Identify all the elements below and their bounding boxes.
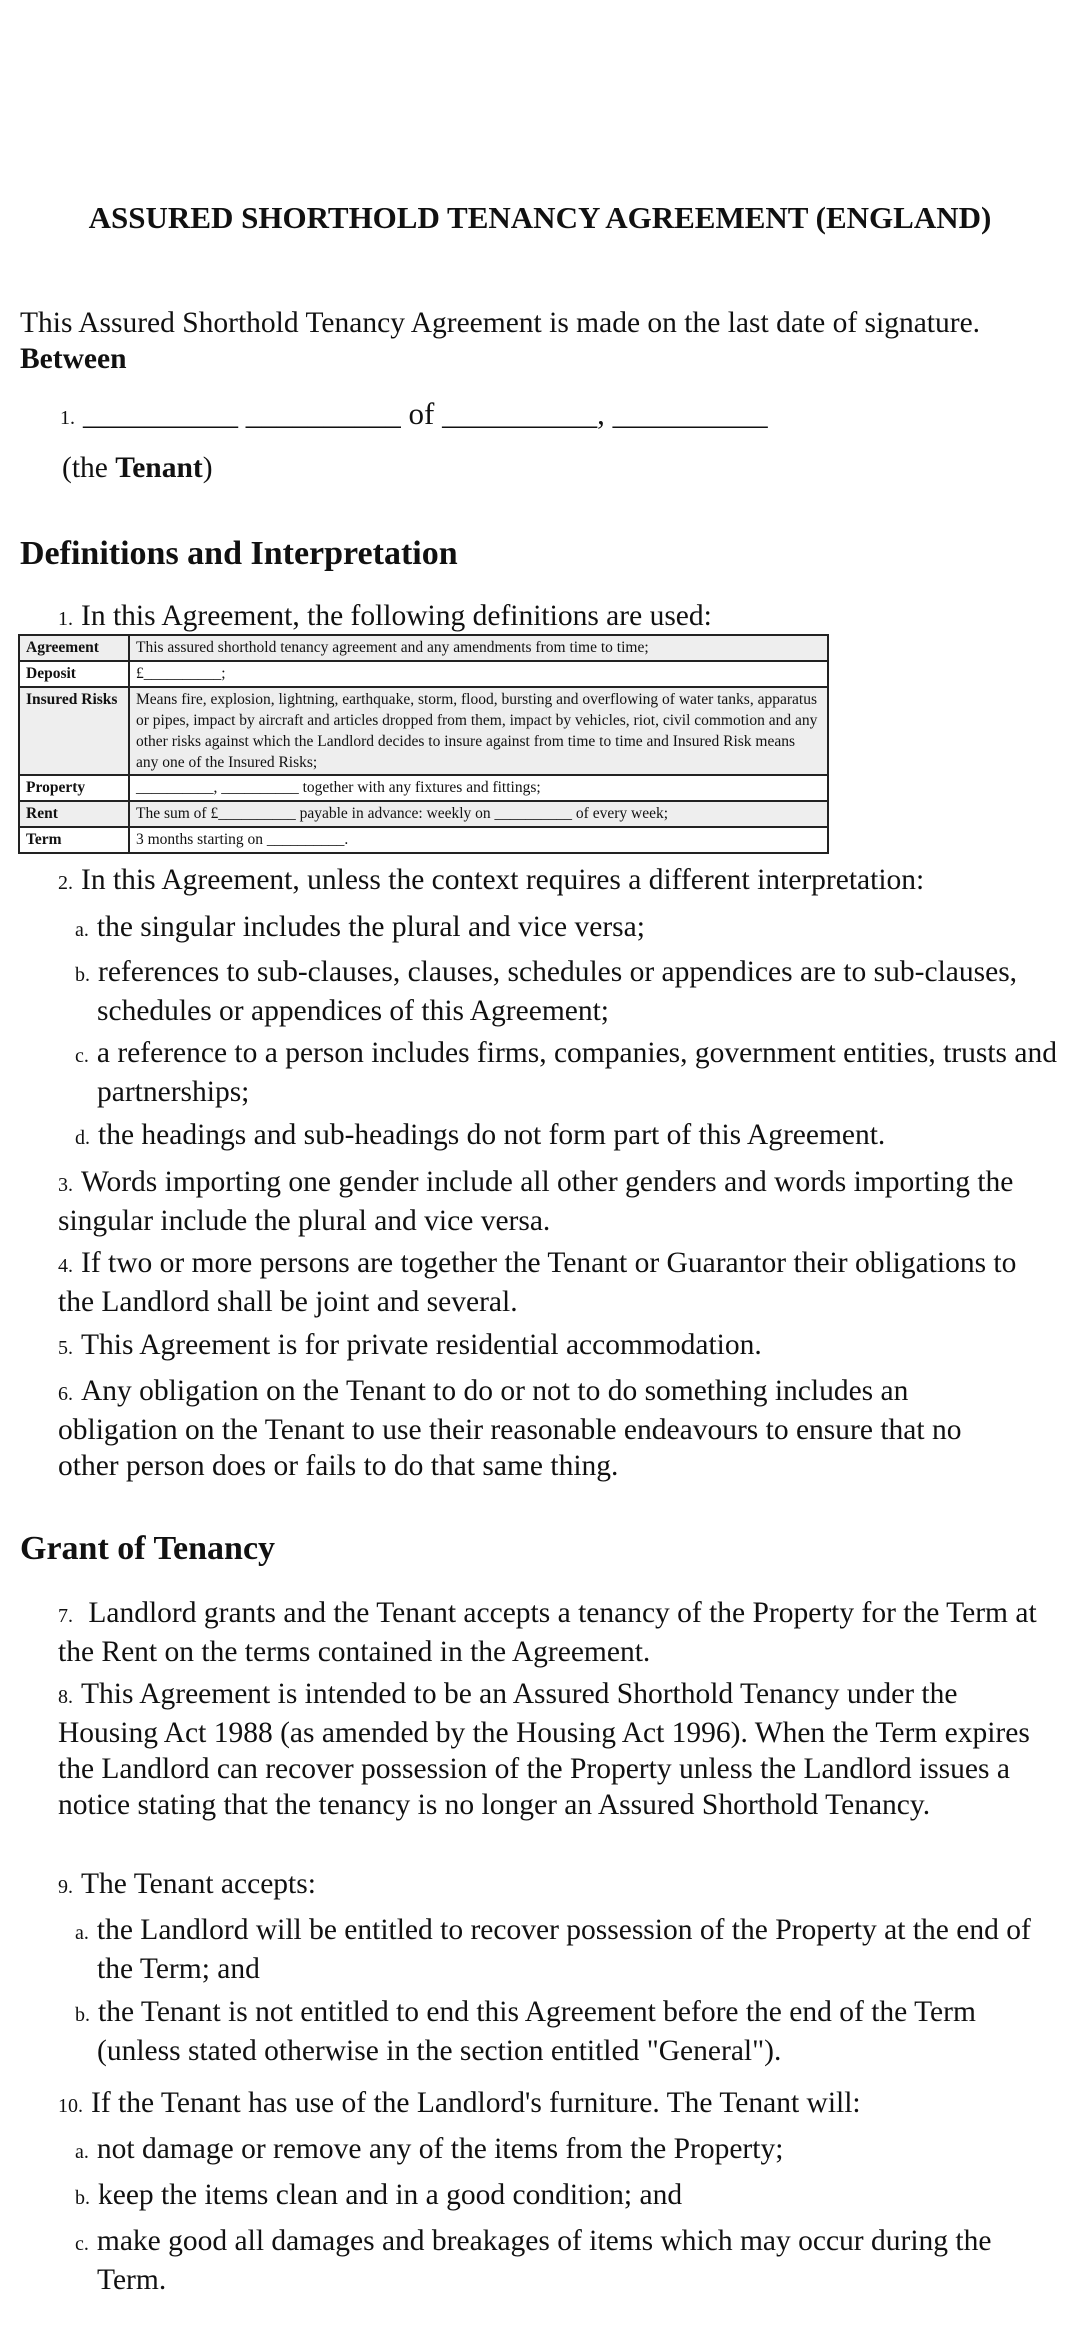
- sub-letter: a.: [75, 919, 89, 941]
- clause-8: [58, 1676, 1058, 1823]
- sub-text: references to sub-clauses, clauses, schedules or appendices are to sub-clauses, schedules or appendices of this Agreement;: [97, 956, 1018, 1027]
- party-blanks: __________ __________ of __________, __________: [83, 396, 768, 431]
- sub-text: make good all damages and breakages of items which may occur during the Term.: [96, 2225, 992, 2296]
- clause-text: If two or more persons are together the Tenant or Guarantor their obligations to the Landlord shall be joint and several.: [58, 1247, 1017, 1318]
- table-row: [19, 775, 828, 801]
- definitions-heading: Definitions and Interpretation: [20, 535, 458, 572]
- sub-item: [75, 1912, 1060, 1987]
- table-row: [19, 635, 828, 661]
- sub-text: keep the items clean and in a good condition; and: [98, 2179, 683, 2211]
- clause-text: If the Tenant has use of the Landlord's furniture. The Tenant will:: [91, 2087, 861, 2119]
- term-cell: Term: [19, 827, 129, 853]
- meaning-cell: Means fire, explosion, lightning, earthquake, storm, flood, bursting and overflowing of water tanks, apparatus or pipes, impact by aircraft and articles dropped from them, impact by vehicles, riot, civil commotion and any other risks against which the Landlord decides to insure against from time to time and Insured Risk means any one of the Insured Risks;: [129, 687, 828, 775]
- term-cell: Rent: [19, 801, 129, 827]
- sub-letter: a.: [75, 1922, 89, 1944]
- clause-number: 9.: [58, 1876, 73, 1898]
- sub-text: the Tenant is not entitled to end this Agreement before the end of the Term (unless stated otherwise in the section entitled "General").: [97, 1996, 976, 2067]
- clause-text: Words importing one gender include all other genders and words importing the singular include the plural and vice versa.: [58, 1166, 1014, 1237]
- sub-letter: a.: [75, 2141, 89, 2163]
- party-number: 1.: [60, 407, 75, 429]
- sub-item: [75, 909, 1060, 948]
- term-cell: Deposit: [19, 661, 129, 687]
- clause-text: In this Agreement, unless the context requires a different interpretation:: [81, 864, 925, 896]
- clause-3: [58, 1164, 1058, 1239]
- sub-letter: b.: [75, 964, 90, 986]
- sub-item: [75, 2223, 1060, 2298]
- term-cell: Agreement: [19, 635, 129, 661]
- intro-text: This Assured Shorthold Tenancy Agreement is made on the last date of signature.: [20, 307, 981, 339]
- clause-number: 7.: [58, 1605, 73, 1627]
- clause-text: Landlord grants and the Tenant accepts a tenancy of the Property for the Term at the Rent on the terms contained in the Agreement.: [58, 1597, 1037, 1668]
- grant-heading: Grant of Tenancy: [20, 1530, 276, 1567]
- clause-number: 4.: [58, 1255, 73, 1277]
- sub-letter: c.: [75, 1045, 89, 1067]
- clause-2: [58, 862, 1058, 901]
- sub-item: [75, 2131, 1060, 2170]
- clause-5: [58, 1327, 1058, 1366]
- between-label: Between: [20, 343, 127, 375]
- clause-9: [58, 1866, 1058, 1905]
- meaning-cell: £__________;: [129, 661, 828, 687]
- sub-text: the headings and sub-headings do not form part of this Agreement.: [98, 1119, 886, 1151]
- meaning-cell: This assured shorthold tenancy agreement and any amendments from time to time;: [129, 635, 828, 661]
- tenant-label: [62, 450, 213, 486]
- clause-10: [58, 2085, 1058, 2124]
- clause-number: 5.: [58, 1337, 73, 1359]
- clause-6: [58, 1373, 1018, 1484]
- sub-letter: b.: [75, 2004, 90, 2026]
- sub-item: [75, 2177, 1060, 2216]
- clause-text: Any obligation on the Tenant to do or not to do something includes an obligation on the Tenant to use their reasonable endeavours to ensure that no other person does or fails to do that same thing.: [58, 1375, 962, 1482]
- sub-item: [75, 1035, 1060, 1110]
- meaning-cell: __________, __________ together with any fixtures and fittings;: [129, 775, 828, 801]
- party-line: [60, 396, 768, 436]
- meaning-cell: 3 months starting on __________.: [129, 827, 828, 853]
- clause-1: [58, 598, 1058, 637]
- table-row: [19, 827, 828, 853]
- tenant-pre: (the: [62, 452, 116, 484]
- sub-text: not damage or remove any of the items from the Property;: [96, 2133, 784, 2165]
- clause-number: 8.: [58, 1686, 73, 1708]
- sub-letter: b.: [75, 2187, 90, 2209]
- term-cell: Property: [19, 775, 129, 801]
- clause-text: This Agreement is intended to be an Assured Shorthold Tenancy under the Housing Act 1988 (as amended by the Housing Act 1996). When the Term expires the Landlord can recover possession of the Property unless the Landlord issues a notice stating that the tenancy is no longer an Assured Shorthold Tenancy.: [58, 1678, 1030, 1821]
- clause-number: 10.: [58, 2095, 83, 2117]
- clause-number: 6.: [58, 1383, 73, 1405]
- table-row: [19, 661, 828, 687]
- clause-text: In this Agreement, the following definitions are used:: [81, 600, 712, 632]
- clause-text: This Agreement is for private residential accommodation.: [81, 1329, 762, 1361]
- clause-text: The Tenant accepts:: [81, 1868, 316, 1900]
- document-title: ASSURED SHORTHOLD TENANCY AGREEMENT (ENGLAND): [88, 200, 992, 235]
- sub-text: the singular includes the plural and vice versa;: [96, 911, 645, 943]
- clause-number: 1.: [58, 608, 73, 630]
- sub-text: a reference to a person includes firms, companies, government entities, trusts and partnerships;: [96, 1037, 1057, 1108]
- meaning-cell: The sum of £__________ payable in advance: weekly on __________ of every week;: [129, 801, 828, 827]
- clause-number: 2.: [58, 872, 73, 894]
- sub-item: [75, 1994, 1060, 2069]
- sub-item: [75, 1117, 1060, 1156]
- tenant-post: ): [202, 452, 213, 484]
- clause-number: 3.: [58, 1174, 73, 1196]
- term-cell: Insured Risks: [19, 687, 129, 775]
- sub-item: [75, 954, 1060, 1029]
- sub-letter: c.: [75, 2233, 89, 2255]
- table-row: [19, 687, 828, 775]
- clause-4: [58, 1245, 1058, 1320]
- sub-text: the Landlord will be entitled to recover possession of the Property at the end of the Term; and: [96, 1914, 1031, 1985]
- table-row: [19, 801, 828, 827]
- sub-letter: d.: [75, 1127, 90, 1149]
- clause-7: [58, 1595, 1058, 1670]
- tenant-bold: Tenant: [115, 452, 203, 484]
- definitions-table: [18, 634, 829, 854]
